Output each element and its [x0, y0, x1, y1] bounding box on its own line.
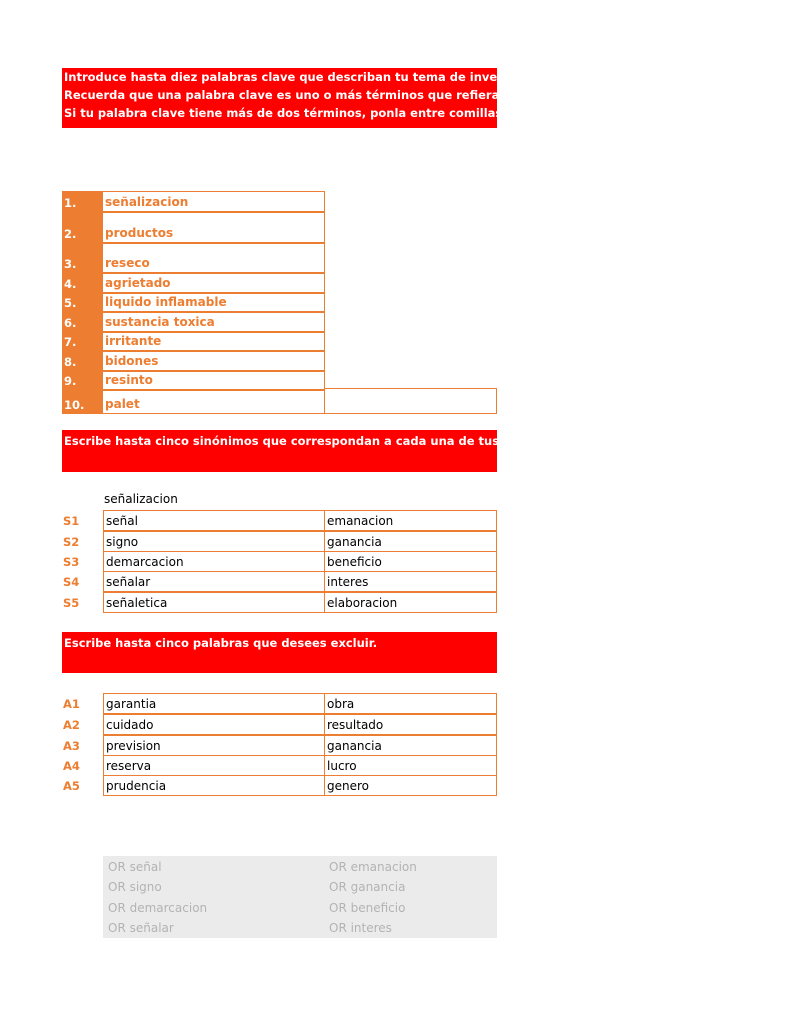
exclude-input[interactable]: prevision — [103, 735, 325, 756]
keyword-number: 4. — [62, 273, 102, 293]
keyword-number: 5. — [62, 293, 102, 312]
exclude-input[interactable]: ganancia — [324, 735, 497, 756]
or-term: OR emanacion — [329, 860, 417, 874]
or-term: OR demarcacion — [108, 901, 208, 915]
synonym-input[interactable]: ganancia — [324, 531, 497, 552]
keyword-input[interactable]: señalizacion — [102, 191, 325, 212]
keyword-input[interactable]: bidones — [102, 351, 325, 371]
synonym-input[interactable]: señaletica — [103, 592, 325, 613]
exclude-banner — [62, 632, 497, 673]
exclude-input[interactable]: garantia — [103, 693, 325, 714]
or-term: OR ganancia — [329, 880, 406, 894]
keyword-number: 3. — [62, 243, 102, 273]
keyword-number: 2. — [62, 212, 102, 243]
synonym-label: S2 — [63, 535, 80, 549]
or-term: OR señalar — [108, 921, 174, 935]
keyword-input[interactable]: sustancia toxica — [102, 312, 325, 332]
synonym-input[interactable]: interes — [324, 571, 497, 592]
or-term: OR señal — [108, 860, 162, 874]
intro-line-3: Si tu palabra clave tiene más de dos términos, ponla entre comillas. Ej. "hunting dog" — [64, 106, 622, 120]
intro-banner — [62, 68, 805, 128]
exclude-input[interactable]: genero — [324, 775, 497, 796]
synonyms-banner-text: Escribe hasta cinco sinónimos que correspondan a cada una de tus palabras clave. — [64, 434, 602, 448]
or-term: OR signo — [108, 880, 162, 894]
synonym-input[interactable]: demarcacion — [103, 551, 325, 572]
keyword-input[interactable]: agrietado — [102, 273, 325, 293]
exclude-banner-text: Escribe hasta cinco palabras que desees excluir. — [64, 636, 378, 650]
keyword-number: 1. — [62, 191, 102, 212]
synonym-label: S1 — [63, 514, 80, 528]
keyword-number: 7. — [62, 332, 102, 351]
exclude-input[interactable]: cuidado — [103, 714, 325, 735]
exclude-input[interactable]: prudencia — [103, 775, 325, 796]
synonym-input[interactable]: emanacion — [324, 510, 497, 531]
keyword-number: 8. — [62, 351, 102, 371]
keyword-input[interactable]: liquido inflamable — [102, 293, 325, 312]
synonyms-header: señalizacion — [104, 492, 178, 506]
exclude-label: A1 — [63, 697, 80, 711]
synonym-label: S5 — [63, 596, 80, 610]
keyword-input[interactable]: palet — [102, 390, 325, 414]
exclude-label: A2 — [63, 718, 80, 732]
keyword-number: 10. — [62, 390, 102, 414]
exclude-label: A4 — [63, 759, 80, 773]
exclude-input[interactable]: reserva — [103, 755, 325, 776]
intro-line-2: Recuerda que una palabra clave es uno o más términos que refieran inequívocamente a tu tema de investigación. — [64, 88, 805, 102]
exclude-input[interactable]: obra — [324, 693, 497, 714]
synonym-input[interactable]: señal — [103, 510, 325, 531]
synonym-label: S4 — [63, 575, 80, 589]
or-term: OR beneficio — [329, 901, 406, 915]
keyword-input[interactable]: resinto — [102, 371, 325, 390]
synonym-input[interactable]: señalar — [103, 571, 325, 592]
or-term: OR interes — [329, 921, 392, 935]
exclude-input[interactable]: lucro — [324, 755, 497, 776]
synonym-input[interactable]: elaboracion — [324, 592, 497, 613]
keyword-extra-cell[interactable] — [324, 388, 497, 414]
keyword-number: 9. — [62, 371, 102, 390]
exclude-label: A3 — [63, 739, 80, 753]
synonym-label: S3 — [63, 555, 80, 569]
intro-line-1: Introduce hasta diez palabras clave que describan tu tema de investigación. — [64, 70, 561, 84]
synonym-input[interactable]: beneficio — [324, 551, 497, 572]
keyword-input[interactable]: reseco — [102, 243, 325, 273]
exclude-label: A5 — [63, 779, 80, 793]
keyword-input[interactable]: irritante — [102, 332, 325, 351]
synonyms-banner — [62, 430, 602, 472]
synonym-input[interactable]: signo — [103, 531, 325, 552]
keyword-number: 6. — [62, 312, 102, 332]
exclude-input[interactable]: resultado — [324, 714, 497, 735]
keyword-input[interactable]: productos — [102, 212, 325, 243]
